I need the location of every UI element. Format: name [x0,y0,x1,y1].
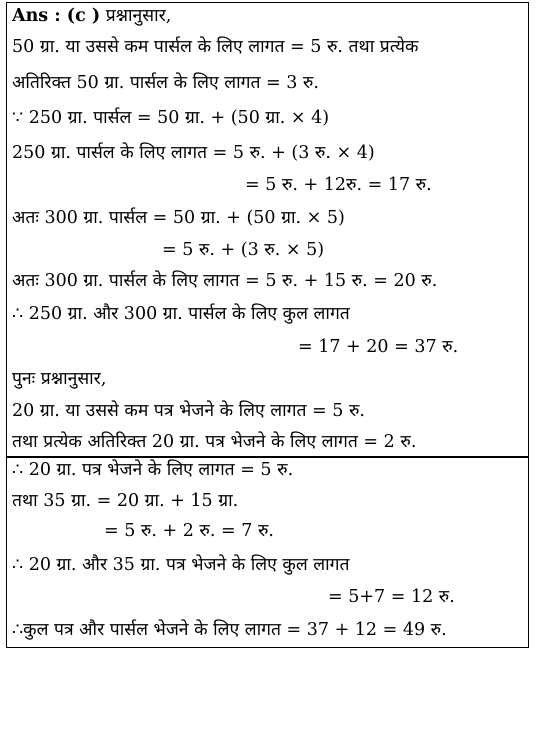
parcel-line-5: = 5 रु. + 12रु. = 17 रु. [245,175,432,195]
parcel-line-7: = 5 रु. + (3 रु. × 5) [162,240,325,260]
parcel-line-1: 50 ग्रा. या उससे कम पार्सल के लिए लागत = 5 रु. तथा प्रत्येक [12,37,419,57]
parcel-line-8: अतः 300 ग्रा. पार्सल के लिए लागत = 5 रु. + 15 रु. = 20 रु. [12,271,438,291]
letter-line-5: = 5 रु. + 2 रु. = 7 रु. [104,521,274,541]
parcel-line-2: अतिरिक्त 50 ग्रा. पार्सल के लिए लागत = 3 रु. [12,73,319,93]
letter-line-2: तथा प्रत्येक अतिरिक्त 20 ग्रा. पत्र भेजने के लिए लागत = 2 रु. [12,432,417,452]
parcel-line-3: ∵ 250 ग्रा. पार्सल = 50 ग्रा. + (50 ग्रा. × 4) [12,108,330,128]
final-answer-line: ∴कुल पत्र और पार्सल भेजने के लिए लागत = 37 + 12 = 49 रु. [12,620,447,640]
letter-line-3: ∴ 20 ग्रा. पत्र भेजने के लिए लागत = 5 रु. [12,460,294,480]
answer-heading [12,5,171,27]
letter-line-1: 20 ग्रा. या उससे कम पत्र भेजने के लिए लागत = 5 रु. [12,401,365,421]
parcel-line-9: ∴ 250 ग्रा. और 300 ग्रा. पार्सल के लिए कुल लागत [12,304,350,324]
letter-line-7: = 5+7 = 12 रु. [328,587,455,607]
letter-line-4: तथा 35 ग्रा. = 20 ग्रा. + 15 ग्रा. [12,491,239,511]
answer-label: Ans : (c ) [12,6,101,26]
parcel-line-4: 250 ग्रा. पार्सल के लिए लागत = 5 रु. + (3 रु. × 4) [12,143,375,163]
letter-intro: पुनः प्रश्नानुसार, [12,369,107,389]
letter-line-6: ∴ 20 ग्रा. और 35 ग्रा. पत्र भेजने के लिए कुल लागत [12,555,350,575]
parcel-line-6: अतः 300 ग्रा. पार्सल = 50 ग्रा. + (50 ग्रा. × 5) [12,208,345,228]
parcel-line-10: = 17 + 20 = 37 रु. [298,337,459,357]
answer-intro: प्रश्नानुसार, [105,6,172,26]
